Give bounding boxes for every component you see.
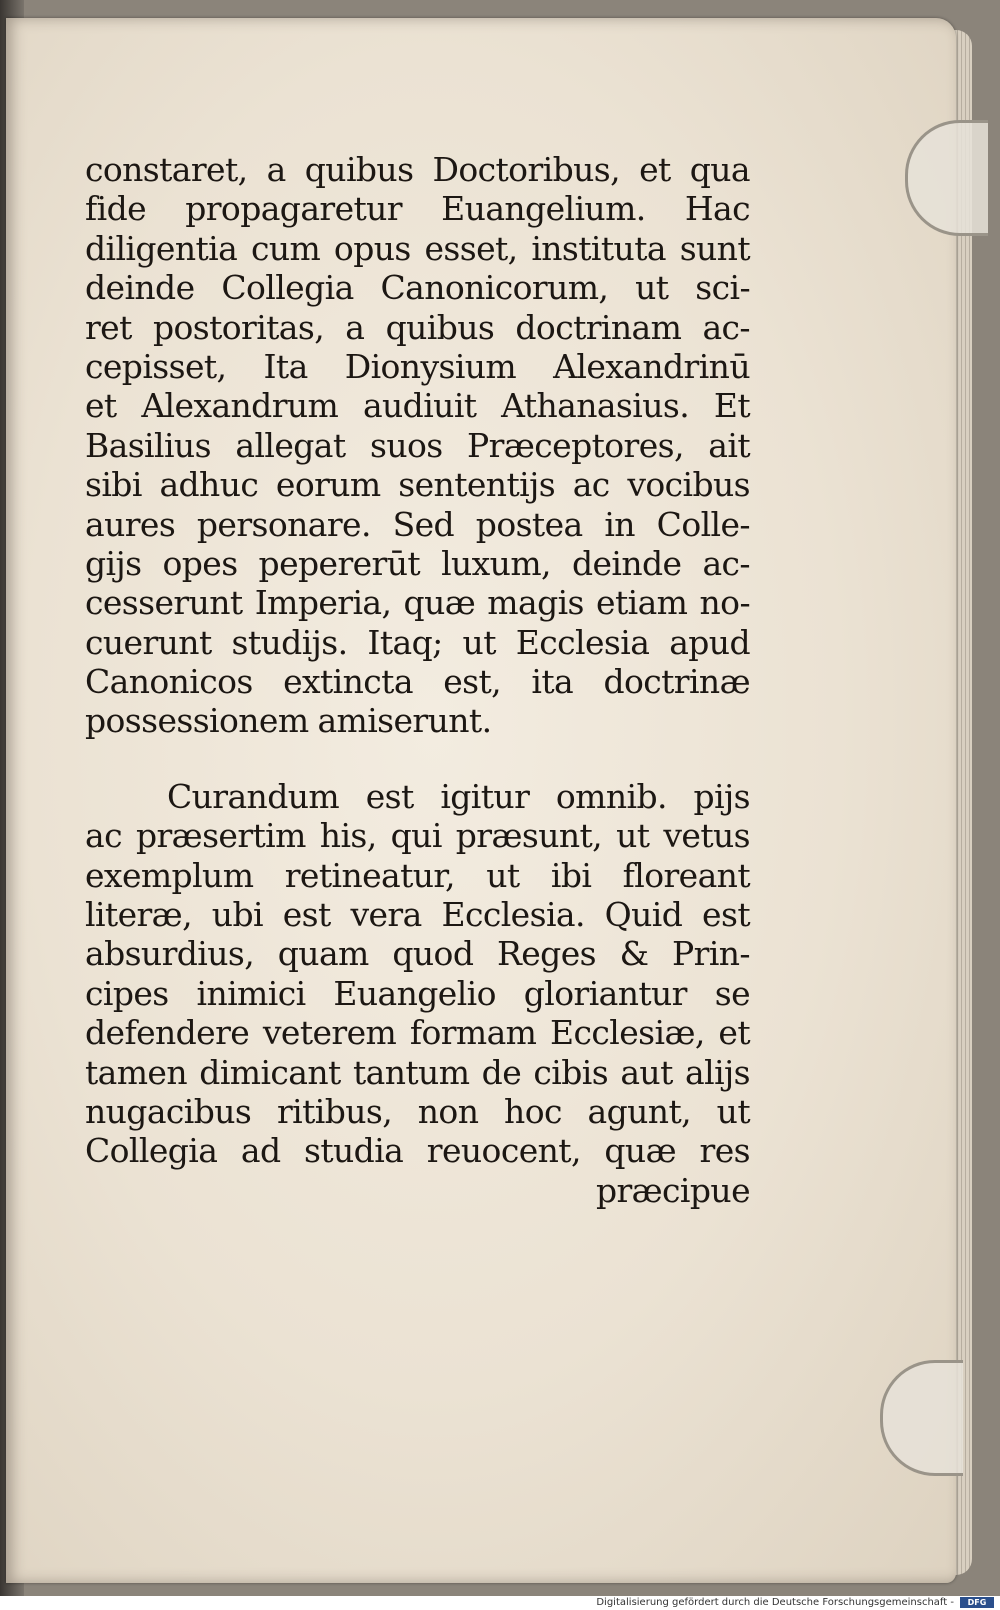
text-line: absurdius, quam quod Reges & Prin-	[85, 934, 750, 974]
footer-credit: Digitalisierung gefördert durch die Deutsche Forschungsgemeinschaft -	[596, 1597, 954, 1608]
paragraph-2	[85, 777, 750, 1210]
text-line: cesserunt Imperia, quæ magis etiam no-	[85, 583, 750, 623]
text-line: Collegia ad studia reuocent, quæ res	[85, 1131, 750, 1171]
text-line: exemplum retineatur, ut ibi floreant	[85, 855, 750, 895]
text-line: nugacibus ritibus, non hoc agunt, ut	[85, 1091, 750, 1131]
text-line: cipes inimici Euangelio gloriantur se	[85, 973, 750, 1013]
text-line: ret postoritas, a quibus doctrinam ac-	[85, 307, 750, 347]
paragraph-gap	[85, 741, 750, 777]
text-line: cuerunt studijs. Itaq; ut Ecclesia apud	[85, 622, 750, 662]
text-line: constaret, a quibus Doctoribus, et qua	[85, 150, 750, 189]
page-text	[85, 150, 750, 1210]
catchword: præcipue	[595, 1170, 750, 1210]
text-line: defendere veterem formam Ecclesiæ, et	[85, 1013, 750, 1053]
footer-bar	[0, 1596, 1000, 1610]
text-line: Curandum est igitur omnib. pijs	[167, 776, 750, 816]
dfg-logo-icon: DFG	[960, 1597, 994, 1608]
text-line: fide propagaretur Euangelium. Hac	[85, 189, 750, 229]
text-line: literæ, ubi est vera Ecclesia. Quid est	[85, 895, 750, 935]
paragraph-1	[85, 150, 750, 741]
text-line: Canonicos extincta est, ita doctrinæ	[85, 662, 750, 702]
text-line: diligentia cum opus esset, instituta sunt	[85, 228, 750, 268]
text-line: ac præsertim his, qui præsunt, ut vetus	[85, 816, 750, 856]
text-line: cepisset, Ita Dionysium Alexandrinū	[85, 346, 750, 386]
text-line: sibi adhuc eorum sententijs ac vocibus	[85, 465, 750, 505]
text-line: tamen dimicant tantum de cibis aut alijs	[85, 1052, 750, 1092]
text-line: et Alexandrum audiuit Athanasius. Et	[85, 386, 750, 426]
text-line: gijs opes pepererūt luxum, deinde ac-	[85, 543, 750, 583]
text-line: deinde Collegia Canonicorum, ut sci-	[85, 268, 750, 308]
text-line: possessionem amiserunt.	[85, 701, 492, 741]
text-line: Basilius allegat suos Præceptores, ait	[85, 425, 750, 465]
text-line: aures personare. Sed postea in Colle-	[85, 504, 750, 544]
